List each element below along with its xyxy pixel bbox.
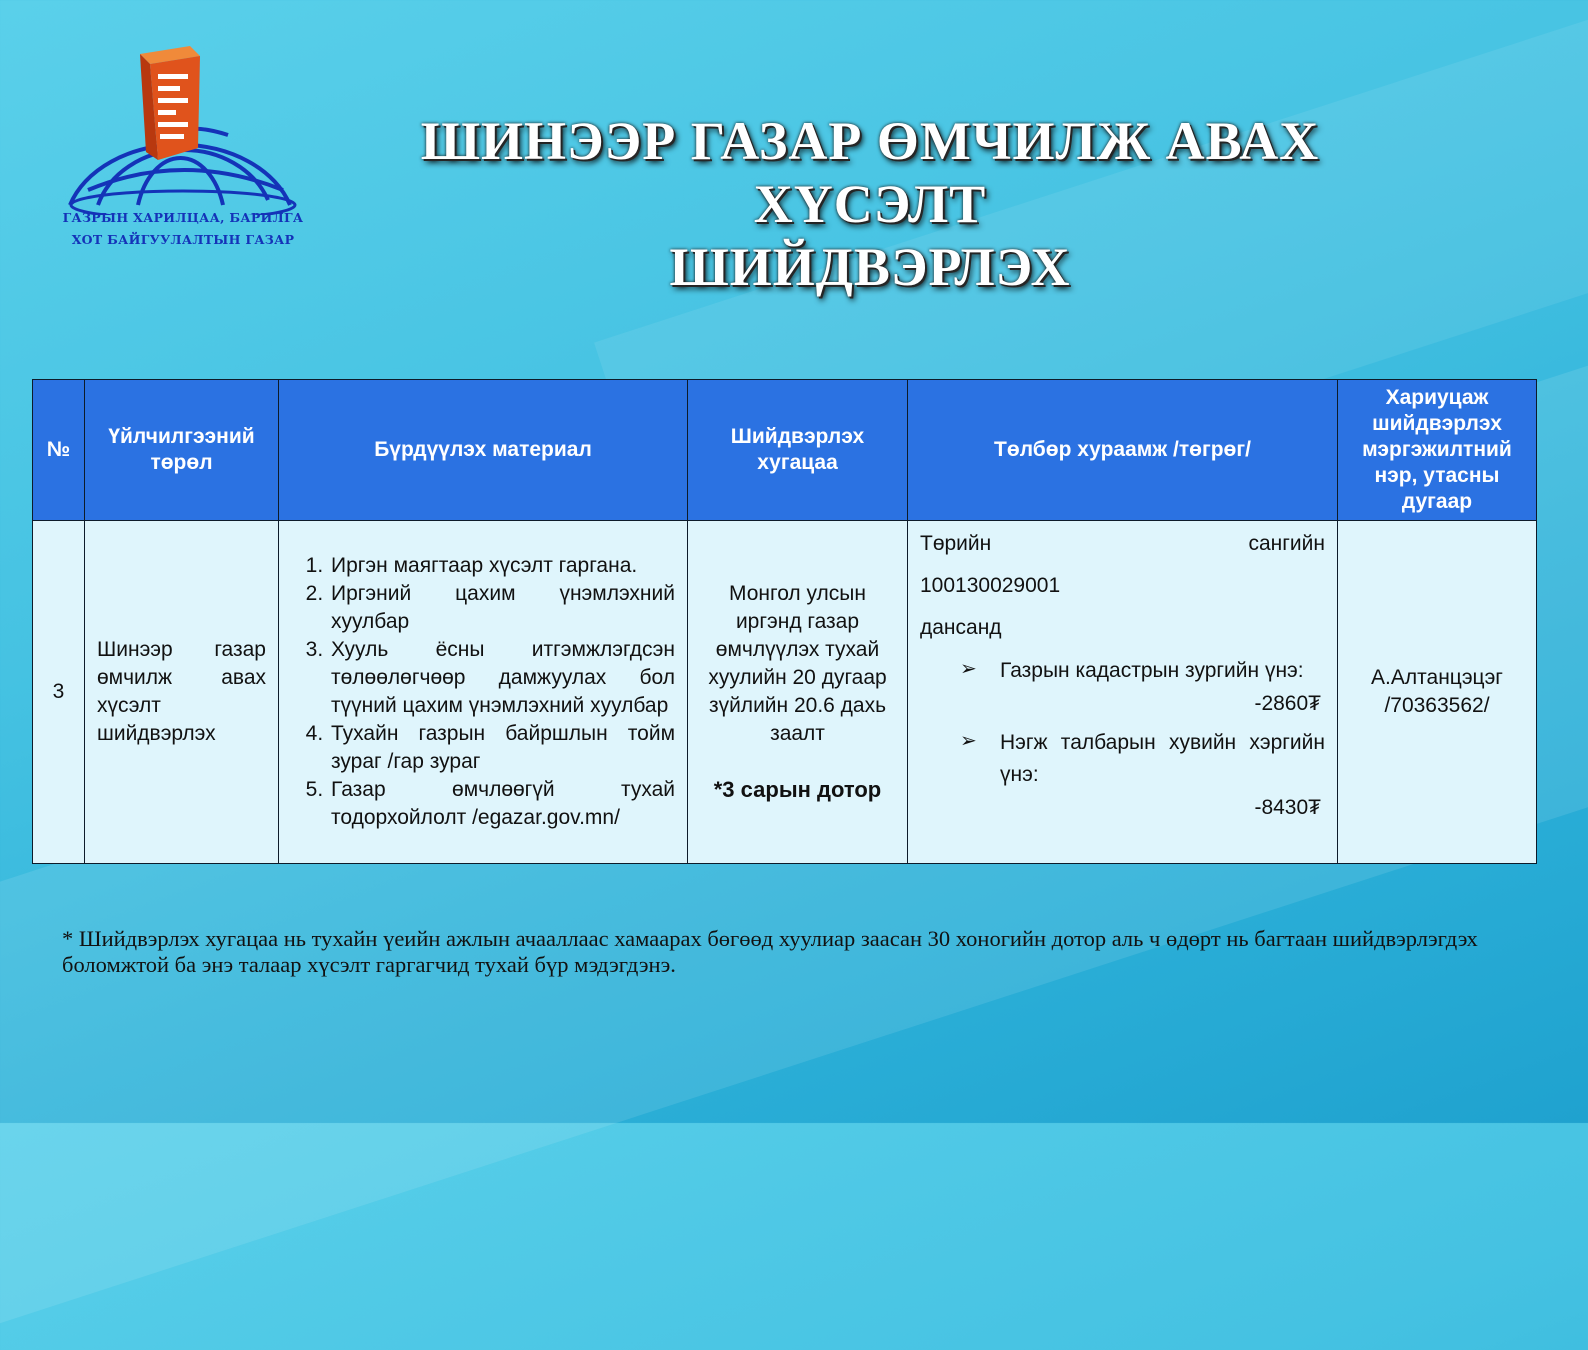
fee-account-suffix: дансанд	[920, 616, 1002, 639]
cell-deadline	[688, 521, 908, 864]
agency-logo	[58, 40, 308, 255]
fee-item-label: Нэгж талбарын хувийн хэргийн үнэ:	[1000, 731, 1325, 786]
deadline-duration: *3 сарын дотор	[713, 777, 882, 802]
header-service-type: Үйлчилгээний төрөл	[85, 380, 279, 521]
header-deadline: Шийдвэрлэх хугацаа	[688, 380, 908, 521]
cell-no: 3	[33, 521, 85, 864]
cell-fee	[908, 521, 1338, 864]
fee-item-label: Газрын кадастрын зургийн үнэ:	[1000, 659, 1304, 682]
logo-text-line1: ГАЗРЫН ХАРИЛЦАА, БАРИЛГА	[62, 210, 304, 225]
table-header-row	[33, 380, 1537, 521]
cell-materials	[279, 521, 688, 864]
header-materials: Бүрдүүлэх материал	[279, 380, 688, 521]
header-no: №	[33, 380, 85, 521]
list-item: 5. Газар өмчлөөгүй тухай тодорхойлолт /egazar.gov.mn/	[329, 776, 675, 832]
page-title	[300, 110, 1440, 299]
list-item: 3. Хууль ёсны итгэмжлэгдсэн төлөөлөгчөөр дамжуулах бол түүний цахим үнэмлэхний хуулбар	[329, 636, 675, 720]
header-fee: Төлбөр хураамж /төгрөг/	[908, 380, 1338, 521]
arrow-bullet-icon: ➢	[960, 658, 977, 680]
fee-item	[960, 727, 1325, 791]
fee-item-amount: -2860₮	[1254, 692, 1321, 715]
logo-graphic	[58, 40, 308, 215]
cell-responsible	[1338, 521, 1537, 864]
fee-item	[960, 655, 1325, 687]
list-item: 1. Иргэн маягтаар хүсэлт гаргана.	[329, 552, 675, 580]
logo-text-line2: ХОТ БАЙГУУЛАЛТЫН ГАЗАР	[71, 232, 295, 247]
fee-item-amount: -8430₮	[1254, 796, 1321, 819]
deadline-text: Монгол улсын иргэнд газар өмчлүүлэх тухай хуулийн 20 дугаар зүйлийн 20.6 дахь заалт	[708, 582, 887, 745]
table-row	[33, 521, 1537, 864]
list-item: 4. Тухайн газрын байршлын тойм зураг /гар зураг	[329, 720, 675, 776]
responsible-name: А.Алтанцэцэг	[1371, 666, 1503, 689]
arrow-bullet-icon: ➢	[960, 730, 977, 752]
responsible-phone: /70363562/	[1384, 694, 1490, 717]
fee-account: Төрийн сангийн 100130029001	[920, 532, 1325, 597]
service-table	[32, 379, 1537, 864]
header-responsible: Хариуцаж шийдвэрлэх мэргэжилтний нэр, утасны дугаар	[1338, 380, 1537, 521]
cell-service-type: Шинээр газар өмчилж авах хүсэлт шийдвэрлэх	[85, 521, 279, 864]
footnote: * Шийдвэрлэх хугацаа нь тухайн үеийн ажлын ачааллаас хамаарах бөгөөд хуулиар заасан 30 хоногийн дотор аль ч өдөрт нь багтаан шийдвэрлэгдэх боломжтой ба энэ талаар хүсэлт гаргагчид тухай бүр мэдэгдэнэ.	[62, 926, 1478, 977]
page-title-line2: ШИЙДВЭРЛЭХ	[669, 237, 1071, 297]
list-item: 2. Иргэний цахим үнэмлэхний хуулбар	[329, 580, 675, 636]
page-title-line1: ШИНЭЭР ГАЗАР ӨМЧИЛЖ АВАХ ХҮСЭЛТ	[420, 111, 1320, 234]
materials-list	[291, 552, 675, 832]
fee-intro	[920, 523, 1325, 649]
